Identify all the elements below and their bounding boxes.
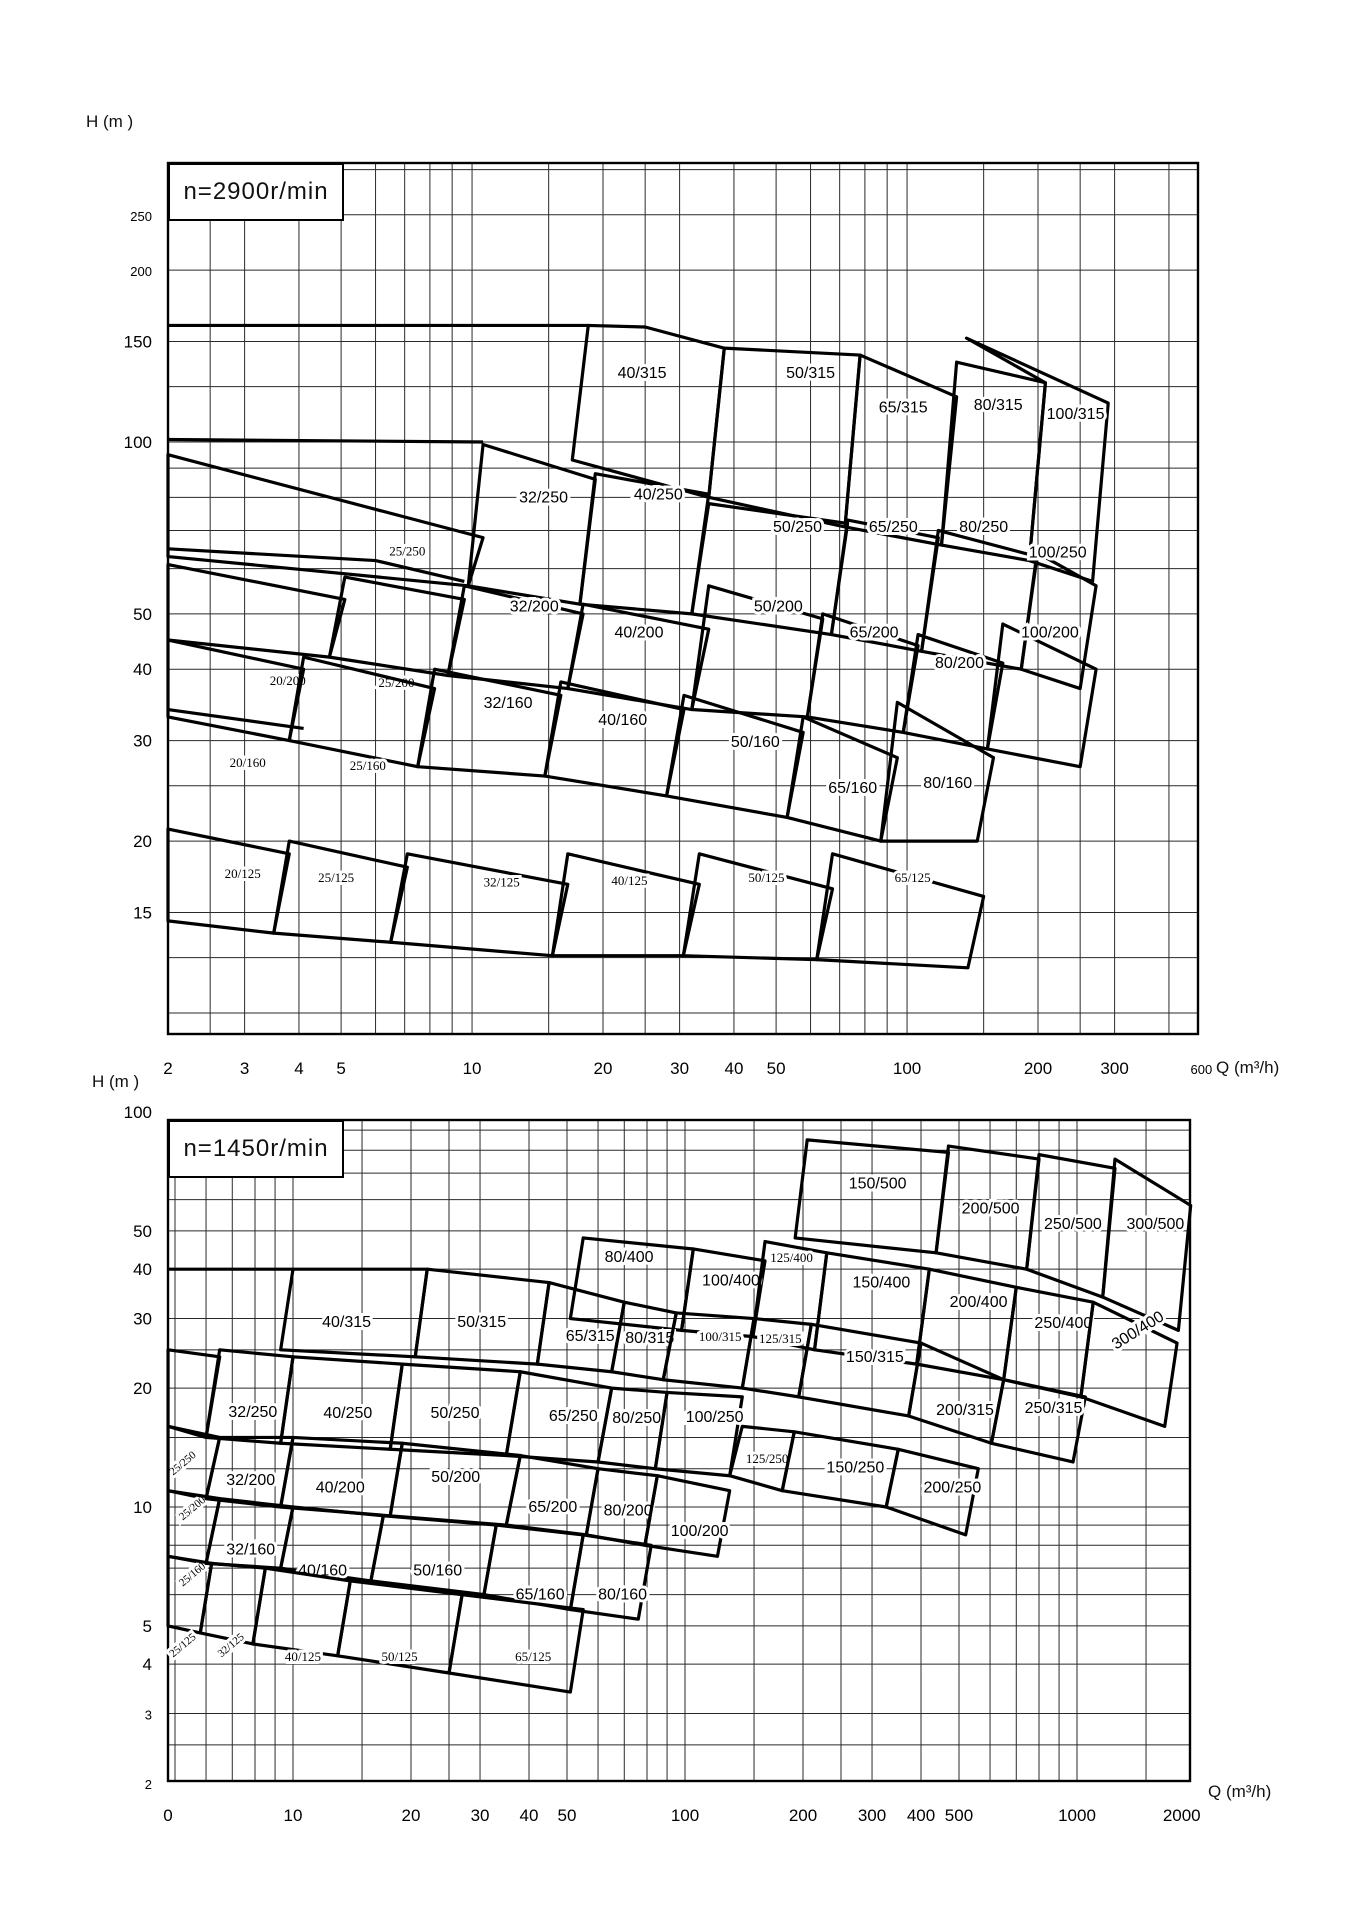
pump-region-65-250: [506, 1372, 611, 1462]
pump-region-50-160: [371, 1516, 496, 1595]
pump-region-40-125: [253, 1568, 350, 1664]
region-outline: [570, 1535, 651, 1619]
grid: [168, 163, 1198, 1034]
svg-text:50: 50: [766, 1059, 786, 1078]
region-label: 200/500: [961, 1200, 1020, 1218]
region-outline: [274, 841, 408, 942]
svg-text:30: 30: [470, 1806, 490, 1825]
region-outline: [329, 577, 464, 675]
pump-region-65-200: [807, 614, 918, 733]
pump-region-40-125: [552, 854, 699, 956]
svg-text:4: 4: [142, 1655, 152, 1675]
grid: [168, 1120, 1190, 1781]
pump-region-65-200: [506, 1456, 598, 1535]
region-label: 50/250: [430, 1404, 480, 1422]
pump-regions: [168, 325, 1108, 967]
region-label: 100/200: [1020, 624, 1079, 642]
svg-text:20: 20: [133, 832, 152, 852]
chart2-speed-title: n=1450r/min: [168, 1120, 344, 1178]
region-outline: [506, 1456, 598, 1535]
svg-text:10: 10: [283, 1806, 303, 1825]
region-label: 40/125: [611, 872, 648, 888]
region-outline: [1021, 553, 1096, 689]
region-label: 125/400: [770, 1249, 813, 1265]
svg-text:0: 0: [163, 1806, 173, 1825]
pump-region-32-125: [391, 854, 568, 956]
region-label: 80/250: [959, 518, 1009, 536]
region-label: 65/160: [828, 779, 878, 797]
region-label: 50/125: [381, 1648, 418, 1664]
pump-region-32-160: [206, 1499, 293, 1569]
region-label: 65/315: [565, 1327, 615, 1345]
pump-region-80-160: [570, 1535, 651, 1619]
region-label: 32/160: [226, 1541, 276, 1559]
pump-region-20-160: [168, 640, 304, 770]
region-outline: [845, 355, 957, 545]
region-label: 150/250: [826, 1459, 885, 1477]
region-label: 32/160: [483, 695, 533, 713]
region-outline: [391, 854, 568, 956]
svg-text:3: 3: [239, 1059, 250, 1078]
region-label: 50/160: [730, 734, 780, 752]
region-label: 40/200: [614, 624, 664, 642]
region-label: 80/315: [973, 397, 1023, 415]
region-label: 40/315: [322, 1314, 372, 1332]
region-label: 80/400: [604, 1248, 654, 1266]
pump-region-50-200: [692, 586, 823, 717]
region-outline: [168, 455, 483, 586]
svg-text:200: 200: [130, 264, 152, 280]
region-label: 25/200: [176, 1494, 209, 1523]
svg-text:200: 200: [1023, 1059, 1053, 1078]
region-label: 250/400: [1034, 1315, 1093, 1333]
pump-region-65-315: [537, 1283, 624, 1372]
pump-region-40-315: [572, 325, 724, 497]
pump-region-50-315: [709, 348, 860, 527]
svg-text:100: 100: [670, 1806, 700, 1825]
y-tick-labels: [124, 1103, 152, 1792]
pump-region-32-250: [206, 1350, 293, 1443]
region-outline: [881, 702, 994, 841]
pump-region-250-400: [1004, 1287, 1094, 1397]
svg-text:5: 5: [336, 1059, 346, 1078]
region-outline: [206, 1350, 293, 1443]
chart1-x-axis-unit: Q (m³/h): [1216, 1058, 1280, 1077]
region-label: 150/315: [845, 1348, 904, 1366]
svg-text:100: 100: [123, 433, 152, 452]
svg-text:15: 15: [133, 903, 152, 923]
svg-text:40: 40: [133, 1260, 152, 1280]
region-outline: [371, 1516, 496, 1595]
pump-region-40-250: [580, 474, 709, 614]
svg-text:2: 2: [163, 1059, 173, 1078]
svg-text:2: 2: [144, 1777, 152, 1793]
region-label: 125/250: [745, 1451, 789, 1467]
region-label: 125/315: [758, 1330, 802, 1346]
region-label: 150/400: [852, 1274, 911, 1292]
region-outline: [568, 604, 709, 709]
region-label: 300/500: [1126, 1216, 1185, 1234]
region-label: 40/200: [315, 1479, 365, 1497]
region-outline: [281, 1357, 403, 1449]
svg-text:10: 10: [133, 1498, 152, 1517]
region-label: 65/125: [894, 870, 931, 886]
region-label: 32/250: [228, 1403, 278, 1421]
chart2-x-axis-unit: Q (m³/h): [1208, 1782, 1272, 1801]
svg-text:30: 30: [670, 1059, 690, 1078]
pump-region-200-250: [886, 1449, 981, 1535]
region-label: 40/160: [598, 711, 648, 729]
chart-2: [124, 1103, 1201, 1825]
pump-region-40-315: [281, 1269, 428, 1357]
svg-text:400: 400: [906, 1806, 936, 1825]
region-label: 40/250: [323, 1404, 373, 1422]
region-label: 20/200: [269, 672, 306, 688]
region-label: 50/125: [748, 870, 785, 886]
y-tick-labels: [124, 209, 152, 923]
svg-text:40: 40: [724, 1059, 744, 1078]
region-label: 100/315: [1046, 405, 1105, 423]
pump-region-250-500: [1027, 1155, 1115, 1297]
envelope-curves: [168, 325, 588, 728]
svg-text:50: 50: [133, 1221, 152, 1241]
chart1-y-axis-unit: H (m ): [86, 112, 134, 131]
svg-text:200: 200: [788, 1806, 818, 1825]
region-label: 32/125: [483, 874, 520, 890]
region-label: 50/160: [413, 1562, 463, 1580]
chart2-y-axis-unit: H (m ): [92, 1072, 140, 1091]
svg-text:2000: 2000: [1162, 1806, 1201, 1825]
svg-text:20: 20: [593, 1059, 613, 1078]
pump-region-40-250: [281, 1357, 403, 1449]
region-label: 32/200: [226, 1472, 276, 1490]
chart1-speed-title: n=2900r/min: [168, 163, 344, 221]
svg-text:4: 4: [294, 1059, 304, 1078]
pump-region-200-315: [909, 1343, 1004, 1443]
region-label: 100/400: [702, 1272, 760, 1290]
pump-region-25-125: [274, 841, 408, 942]
region-label: 200/315: [936, 1402, 994, 1420]
pump-region-65-315: [845, 355, 957, 545]
svg-text:20: 20: [401, 1806, 421, 1825]
region-label: 50/315: [457, 1314, 507, 1332]
svg-text:40: 40: [133, 660, 152, 680]
region-label: 25/160: [176, 1560, 209, 1590]
pump-region-80-160: [881, 702, 994, 841]
plot-border: [168, 163, 1198, 1034]
pump-region-40-200: [568, 604, 709, 709]
region-outline: [1004, 1287, 1094, 1397]
region-outline: [289, 657, 434, 767]
pump-region-100-250: [1021, 545, 1096, 689]
region-label: 65/200: [849, 624, 899, 642]
svg-text:300: 300: [857, 1806, 887, 1825]
x-tick-labels: [163, 1806, 1200, 1825]
plot-border: [168, 1120, 1190, 1781]
region-label: 80/200: [935, 655, 984, 673]
svg-text:150: 150: [123, 332, 152, 352]
region-label: 65/250: [868, 518, 918, 536]
svg-text:10: 10: [462, 1059, 482, 1078]
region-label: 150/500: [848, 1175, 907, 1193]
region-label: 32/200: [509, 598, 559, 616]
pump-region-100-315: [663, 1313, 754, 1388]
region-label: 100/250: [685, 1408, 744, 1426]
pump-region-65-125: [817, 854, 984, 968]
region-label: 32/250: [519, 489, 569, 507]
region-label: 100/200: [670, 1522, 729, 1540]
region-outline: [572, 325, 724, 497]
pump-region-100-200: [645, 1476, 730, 1557]
region-label: 40/125: [284, 1648, 321, 1664]
region-label: 50/200: [431, 1469, 481, 1487]
region-label: 100/250: [1028, 544, 1087, 562]
region-outline: [281, 1269, 428, 1357]
pump-region-25-250: [168, 455, 483, 586]
region-label: 25/125: [167, 1631, 199, 1660]
pump-region-65-160: [484, 1525, 583, 1609]
region-label: 25/160: [349, 757, 386, 773]
region-outline: [253, 1568, 350, 1656]
region-label: 25/250: [167, 1449, 199, 1478]
pump-region-300-400: [1081, 1302, 1177, 1426]
svg-text:5: 5: [142, 1616, 152, 1636]
region-label: 65/315: [878, 399, 928, 417]
pump-region-40-160: [281, 1507, 384, 1581]
svg-text:20: 20: [133, 1379, 152, 1399]
pump-region-25-200: [329, 577, 464, 690]
region-label: 65/125: [515, 1648, 552, 1664]
region-label: 40/160: [298, 1562, 348, 1580]
svg-text:300: 300: [1100, 1059, 1129, 1078]
pump-region-200-500: [936, 1146, 1039, 1269]
region-label: 200/250: [923, 1479, 982, 1497]
region-label: 32/125: [215, 1631, 247, 1660]
svg-text:250: 250: [130, 208, 152, 224]
svg-text:3: 3: [144, 1707, 152, 1723]
pump-region-300-500: [1103, 1159, 1191, 1330]
region-outline: [991, 1380, 1085, 1462]
region-label: 50/250: [773, 518, 822, 536]
region-outline: [909, 1343, 1004, 1443]
region-label: 25/250: [389, 543, 426, 559]
region-label: 50/200: [753, 598, 803, 616]
region-label: 50/315: [786, 365, 836, 383]
region-label: 80/315: [625, 1329, 675, 1347]
region-outline: [645, 1476, 730, 1557]
region-label: 25/200: [378, 674, 415, 690]
svg-text:100: 100: [892, 1059, 922, 1078]
region-outline: [552, 854, 699, 956]
svg-text:50: 50: [557, 1806, 577, 1825]
svg-text:600: 600: [1190, 1062, 1213, 1077]
pump-region-150-250: [782, 1432, 898, 1507]
region-outline: [1103, 1159, 1191, 1330]
pump-region-32-200: [206, 1437, 293, 1507]
region-label: 250/315: [1024, 1400, 1083, 1418]
region-label: 20/125: [224, 865, 261, 881]
region-label: 65/200: [528, 1499, 578, 1516]
svg-text:50: 50: [133, 604, 152, 624]
svg-text:40: 40: [519, 1806, 539, 1825]
svg-text:500: 500: [944, 1806, 974, 1825]
region-outline: [709, 348, 860, 527]
region-label: 80/160: [923, 774, 973, 792]
chart-1: [124, 163, 1213, 1078]
region-label: 40/315: [617, 365, 667, 383]
region-label: 300/400: [1109, 1308, 1168, 1354]
region-outline: [168, 565, 345, 658]
region-label: 100/315: [698, 1328, 742, 1344]
region-label: 80/250: [612, 1410, 662, 1428]
region-label: 25/125: [318, 870, 355, 886]
region-label: 20/160: [229, 755, 266, 771]
region-label: 200/400: [949, 1294, 1008, 1312]
region-label: 80/200: [603, 1502, 653, 1520]
svg-text:100: 100: [123, 1103, 152, 1122]
region-outline: [655, 1392, 742, 1475]
pump-region-50-250: [390, 1364, 520, 1455]
region-label: 65/160: [515, 1586, 565, 1604]
pump-region-20-125: [168, 829, 289, 933]
pump-region-40-160: [545, 682, 684, 796]
region-label: 40/250: [633, 486, 683, 504]
svg-text:1000: 1000: [1058, 1806, 1096, 1825]
region-label: 250/500: [1043, 1216, 1102, 1234]
region-outline: [168, 829, 289, 933]
pump-region-100-250: [655, 1392, 743, 1475]
x-tick-labels: [163, 1059, 1212, 1078]
pump-regions: [167, 1140, 1190, 1692]
svg-text:30: 30: [133, 731, 152, 751]
svg-text:30: 30: [133, 1309, 152, 1329]
region-label: 65/250: [548, 1407, 598, 1425]
region-outline: [545, 682, 684, 796]
region-label: 80/160: [598, 1586, 648, 1604]
pump-region-250-315: [991, 1380, 1085, 1462]
region-outline: [663, 1313, 754, 1388]
